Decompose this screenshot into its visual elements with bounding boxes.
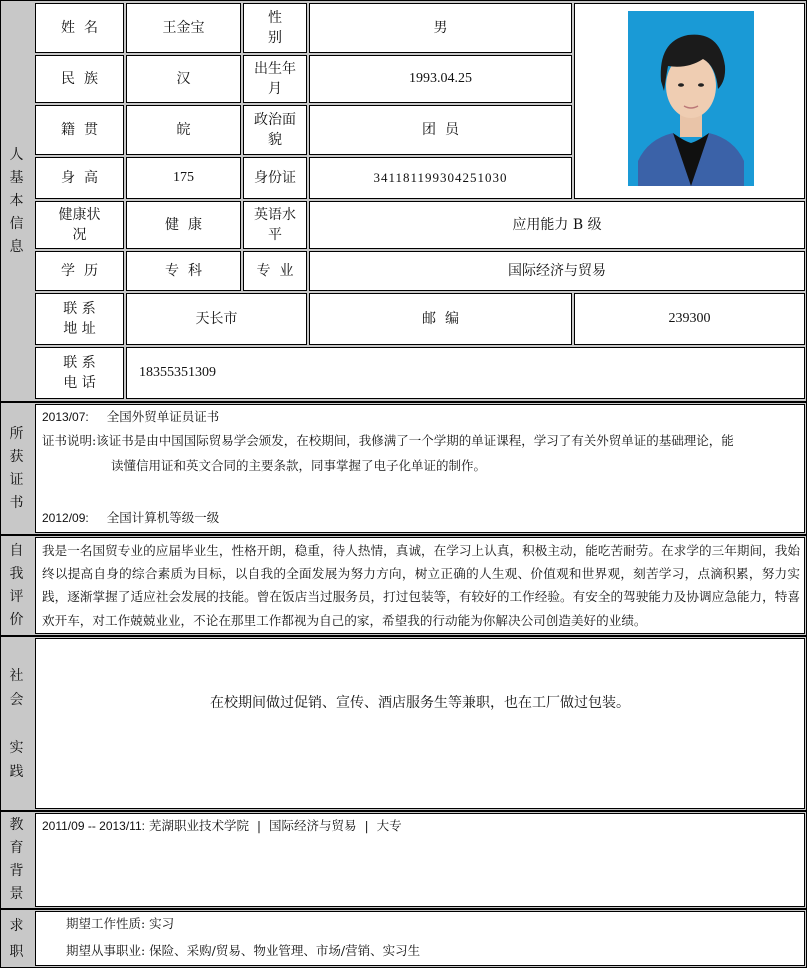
self-eval-content [35, 537, 805, 634]
edu-value: 专 科 [126, 251, 241, 291]
profile-photo [628, 11, 754, 186]
social-side-label: 社 会 实 践 [9, 667, 24, 780]
major-value: 国际经济与贸易 [309, 251, 805, 291]
job-content [35, 911, 805, 966]
job-side-label: 求 职 [9, 917, 24, 960]
height-label: 身 高 [35, 157, 124, 199]
address-value: 天长市 [126, 293, 307, 345]
zip-value: 239300 [574, 293, 805, 345]
zip-label: 邮 编 [309, 293, 572, 345]
id-label: 身份证 [243, 157, 307, 199]
gender-label: 性 别 [243, 3, 307, 53]
english-label: 英语水 平 [243, 201, 307, 249]
phone-value: 18355351309 [126, 347, 805, 399]
origin-label: 籍 贯 [35, 105, 124, 155]
height-value: 175 [126, 157, 241, 199]
edu-side-label: 教 育 背 景 [9, 817, 24, 902]
cert-side-label: 所 获 证 书 [9, 425, 24, 511]
address-label: 联 系 地 址 [35, 293, 124, 345]
gender-value: 男 [309, 3, 572, 53]
birth-label: 出生年 月 [243, 55, 307, 103]
cert-desc-2: 读懂信用证和英文合同的主要条款，同事掌握了电子化单证的制作。 [111, 458, 487, 473]
ethnic-label: 民 族 [35, 55, 124, 103]
politics-label: 政治面 貌 [243, 105, 307, 155]
ethnic-value: 汉 [126, 55, 241, 103]
name-value: 王金宝 [126, 3, 241, 53]
job-fields: 期望从事职业: 保险、采购/贸易、物业管理、市场/营销、实习生 [66, 943, 421, 958]
edu-item: 2011/09 -- 2013/11: 芜湖职业技术学院 | 国际经济与贸易 | 大专 [42, 818, 402, 833]
birth-value: 1993.04.25 [309, 55, 572, 103]
avatar-icon [628, 11, 754, 186]
edu-label: 学 历 [35, 251, 124, 291]
cert-desc-1: 证书说明:该证书是由中国国际贸易学会颁发，在校期间，我修满了一个学期的单证课程，学习了有关外贸单证的基础理论，能 [42, 433, 734, 448]
basic-info-side-label: 人 基 本 信 息 [9, 146, 24, 255]
job-nature: 期望工作性质: 实习 [66, 916, 175, 931]
origin-value: 皖 [126, 105, 241, 155]
self-eval-side-label: 自 我 评 价 [9, 542, 24, 628]
politics-value: 团 员 [309, 105, 572, 155]
id-value: 341181199304251030 [309, 157, 572, 199]
cert-item-2: 2012/09: 全国计算机等级一级 [42, 510, 220, 525]
health-label: 健康状 况 [35, 201, 124, 249]
self-eval-text: 我是一名国贸专业的应届毕业生，性格开朗，稳重，待人热情，真诚，在学习上认真，积极主动，能吃苦耐劳。在求学的三年期间，我始终以提高自身的综合素质为目标，以自我的全面发展为努力方向，树立正确的人生观、价值观和世界观，刻苦学习，点滴积累，努力实践，逐渐掌握了适应社会发展的技能。曾在饭店当过服务员，打过包装等，有较好的工作经验。有安全的驾驶能力及协调应急能力，特喜欢开车，对工作兢兢业业，不论在那里工作都视为自己的家，希望我的行动能为你解决公司创造美好的业绩。 [42, 543, 800, 628]
cert-item-1: 2013/07: 全国外贸单证员证书 [42, 409, 220, 424]
social-text: 在校期间做过促销、宣传、酒店服务生等兼职，也在工厂做过包装。 [210, 695, 630, 711]
social-box [35, 638, 805, 809]
phone-label: 联 系 电 话 [35, 347, 124, 399]
edu-content [35, 813, 805, 907]
cert-content [35, 404, 805, 533]
name-label: 姓 名 [35, 3, 124, 53]
english-value: 应用能力 B 级 [309, 201, 805, 249]
health-value: 健 康 [126, 201, 241, 249]
major-label: 专 业 [243, 251, 307, 291]
